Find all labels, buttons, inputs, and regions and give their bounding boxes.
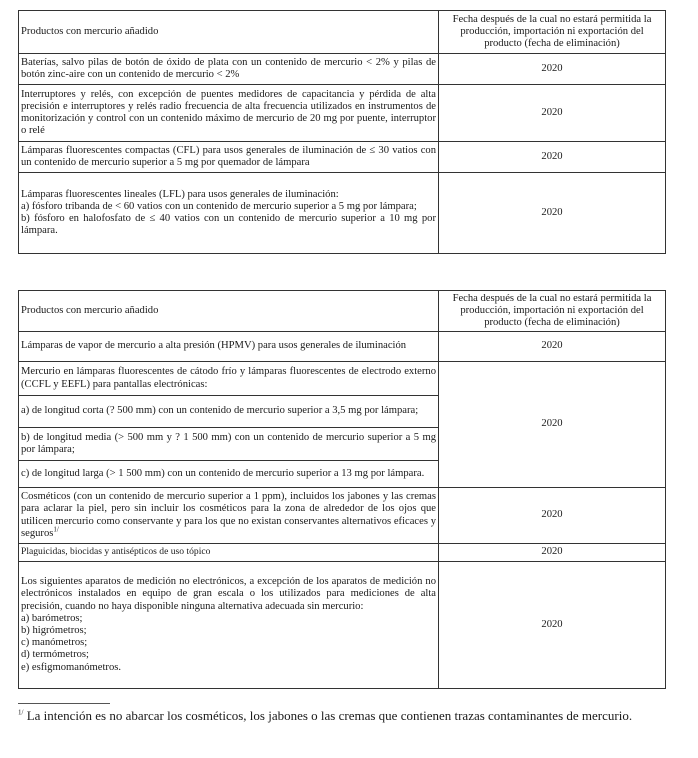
product-intro: Los siguientes aparatos de medición no electrónicos, a excepción de los aparatos de medición no electrónicos instalados en equipo de gran escala o los utilizados para mediciones de alta precisión, cuando no haya disponible ninguna alternativa adecuada sin mercurio:: [21, 576, 436, 612]
product-cell: Lámparas de vapor de mercurio a alta presión (HPMV) para usos generales de iluminación: [19, 332, 439, 362]
product-line: a) fósforo tribanda de < 60 vatios con un contenido de mercurio superior a 5 mg por lámpara;: [21, 200, 417, 212]
header-date: Fecha después de la cual no estará permitida la producción, importación ni exportación del producto (fecha de eliminación): [439, 11, 666, 54]
table-row: [19, 173, 666, 254]
date-cell: 2020: [439, 54, 666, 85]
date-cell: 2020: [439, 173, 666, 254]
product-cell: a) de longitud corta (? 500 mm) con un contenido de mercurio superior a 3,5 mg por lámpara;: [19, 396, 439, 428]
footnote-separator: [18, 703, 110, 704]
table-row: [19, 544, 666, 562]
date-cell: 2020: [439, 332, 666, 362]
product-cell: [19, 488, 439, 544]
product-cell: [19, 562, 439, 689]
product-line: b) fósforo en halofosfato de ≤ 40 vatios con un contenido de mercurio superior a 10 mg por lámpara.: [21, 213, 436, 237]
list-item: b) higrómetros;: [21, 625, 87, 636]
date-cell: 2020: [439, 488, 666, 544]
table-row: [19, 332, 666, 362]
header-product: Productos con mercurio añadido: [19, 291, 439, 332]
product-cell: b) de longitud media (> 500 mm y ? 1 500 mm) con un contenido de mercurio superior a 5 mg por lámpara;: [19, 428, 439, 461]
product-cell: Lámparas fluorescentes compactas (CFL) para usos generales de iluminación de ≤ 30 vatios con un contenido de mercurio superior a 5 mg por quemador de lámpara: [19, 142, 439, 173]
list-item: d) termómetros;: [21, 649, 89, 661]
table-row: [19, 362, 666, 396]
footnote: [18, 708, 665, 724]
product-cell: Plaguicidas, biocidas y antisépticos de uso tópico: [19, 544, 439, 562]
table-row: [19, 54, 666, 85]
mercury-products-table-1: [18, 10, 666, 254]
product-cell: [19, 173, 439, 254]
date-cell: 2020: [439, 142, 666, 173]
footnote-marker: 1/: [18, 708, 24, 717]
product-cell: c) de longitud larga (> 1 500 mm) con un contenido de mercurio superior a 13 mg por lámpara.: [19, 461, 439, 488]
table-row: [19, 142, 666, 173]
table-row: [19, 562, 666, 689]
table-header-row: [19, 11, 666, 54]
date-cell: 2020: [439, 362, 666, 488]
table-row: [19, 488, 666, 544]
table-header-row: [19, 291, 666, 332]
product-cell: Interruptores y relés, con excepción de puentes medidores de capacitancia y pérdida de alta precisión e interruptores y relés radio frecuencia de alta frecuencia utilizados en instrumentos de monitorización y control con un contenido máximo de mercurio de 20 mg por puente, interruptor o relé: [19, 85, 439, 142]
product-cell: Mercurio en lámparas fluorescentes de cátodo frío y lámparas fluorescentes de electrodo externo (CCFL y EEFL) para pantallas electrónicas:: [19, 362, 439, 396]
product-text: Cosméticos (con un contenido de mercurio superior a 1 ppm), incluidos los jabones y las cremas para aclarar la piel, pero sin incluir los cosméticos para la zona de alrededor de los ojos que utilicen mercurio como conservante y para los que no existan conservantes alternativos eficaces y seguros: [21, 491, 436, 539]
date-cell: 2020: [439, 544, 666, 562]
date-cell: 2020: [439, 562, 666, 689]
footnote-ref: 1/: [53, 525, 59, 534]
table-row: [19, 85, 666, 142]
date-cell: 2020: [439, 85, 666, 142]
mercury-products-table-2: [18, 290, 666, 689]
product-cell: Baterías, salvo pilas de botón de óxido de plata con un contenido de mercurio < 2% y pilas de botón zinc-aire con un contenido de mercurio < 2%: [19, 54, 439, 85]
product-line: Lámparas fluorescentes lineales (LFL) para usos generales de iluminación:: [21, 188, 339, 200]
list-item: e) esfigmomanómetros.: [21, 661, 122, 673]
list-item: c) manómetros;: [21, 637, 88, 649]
header-product: Productos con mercurio añadido: [19, 11, 439, 54]
list-item: a) barómetros;: [21, 612, 83, 624]
header-date: Fecha después de la cual no estará permitida la producción, importación ni exportación del producto (fecha de eliminación): [439, 291, 666, 332]
footnote-text: La intención es no abarcar los cosméticos, los jabones o las cremas que contienen trazas contaminantes de mercurio.: [26, 708, 633, 723]
